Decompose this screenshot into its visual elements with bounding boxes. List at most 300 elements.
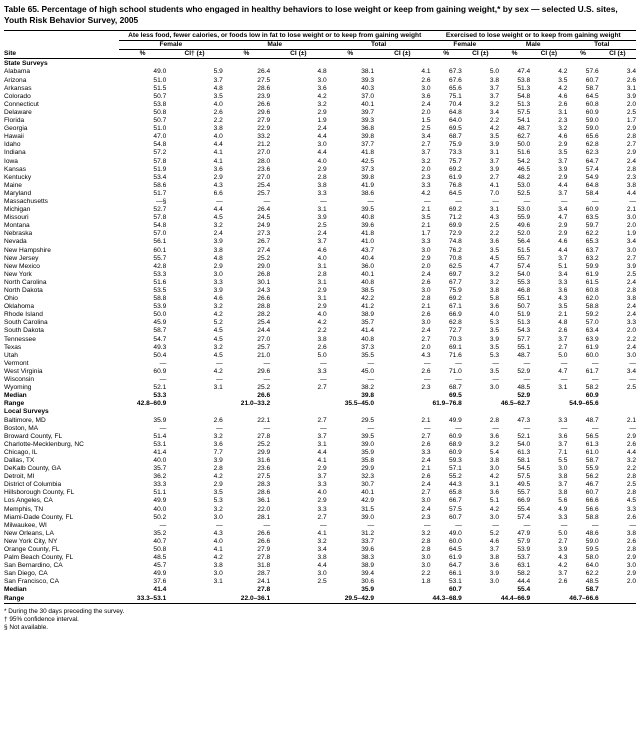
ci-header-4: CI (±) <box>472 50 489 58</box>
row-value-8: 54.1 <box>517 117 531 125</box>
row-site-label: Alabama <box>4 68 31 76</box>
row-value-0: 42.8–60.9 <box>136 400 167 408</box>
row-value-0: 33.3 <box>153 481 167 489</box>
row-value-10: 59.9 <box>585 262 599 270</box>
row-value-1: 2.4 <box>213 230 223 238</box>
row-value-1 <box>166 586 223 594</box>
row-value-9: 3.7 <box>558 157 568 165</box>
row-value-3: 3.2 <box>317 100 327 108</box>
row-value-2: 26.4 <box>257 68 271 76</box>
pct-header-5: % <box>511 50 518 58</box>
row-value-3: 4.2 <box>317 319 327 327</box>
row-value-2: 27.5 <box>257 76 271 84</box>
table-row <box>4 182 636 190</box>
row-value-9: 2.1 <box>558 311 568 319</box>
row-site-label: Montana <box>4 222 30 230</box>
row-value-2: 28.0 <box>257 157 271 165</box>
row-value-7: 5.3 <box>489 351 499 359</box>
row-site-label: Colorado <box>4 92 31 100</box>
row-value-9: 2.9 <box>558 173 568 181</box>
row-value-2: 26.8 <box>257 270 271 278</box>
row-value-6: 71.0 <box>448 367 462 375</box>
row-value-5: 2.6 <box>421 440 431 448</box>
row-value-5: 2.0 <box>421 343 431 351</box>
row-value-8: 55.3 <box>517 278 531 286</box>
row-value-9: 3.2 <box>558 125 568 133</box>
row-value-7: 5.2 <box>489 529 499 537</box>
row-value-2: 25.2 <box>257 254 271 262</box>
row-value-0: 41.4 <box>153 586 167 594</box>
row-value-3: 3.9 <box>317 214 327 222</box>
row-value-4: 36.0 <box>361 262 375 270</box>
row-value-4: 39.5 <box>361 206 375 214</box>
row-value-10: 59.0 <box>585 125 599 133</box>
row-value-9: 4.6 <box>558 133 568 141</box>
row-value-11: 2.1 <box>626 416 636 424</box>
row-value-10: 60.9 <box>585 108 599 116</box>
row-value-4: 40.3 <box>361 84 375 92</box>
table-row <box>4 481 636 489</box>
row-value-9: 4.4 <box>558 181 568 189</box>
row-value-7: — <box>492 521 499 529</box>
row-value-3: 2.9 <box>317 165 327 173</box>
row-value-3: 2.5 <box>317 578 327 586</box>
row-value-6: 74.8 <box>448 238 462 246</box>
row-value-11: 3.9 <box>626 92 636 100</box>
row-value-7: 4.5 <box>489 254 499 262</box>
median-row <box>4 586 636 594</box>
row-value-2: 25.7 <box>257 343 271 351</box>
row-value-5: 3.0 <box>421 246 431 254</box>
row-value-0: — <box>159 424 167 432</box>
row-value-7: 3.2 <box>489 270 499 278</box>
row-value-5: 2.8 <box>421 546 431 554</box>
row-value-0: 52.1 <box>153 384 167 392</box>
row-value-3: 3.8 <box>317 554 327 562</box>
row-value-4: 35.9 <box>361 586 375 594</box>
subgroup-male-2: Male <box>499 41 567 50</box>
row-value-10: 59.5 <box>585 546 599 554</box>
row-value-7: 3.5 <box>489 133 499 141</box>
row-value-6: 76.2 <box>448 246 462 254</box>
row-value-7: — <box>492 424 499 432</box>
row-value-8: 48.7 <box>517 125 531 133</box>
table-row <box>4 506 636 514</box>
row-value-5: 3.2 <box>421 157 431 165</box>
row-value-1: 3.9 <box>213 456 223 464</box>
row-value-10: 61.5 <box>585 278 599 286</box>
row-value-3: 2.2 <box>317 327 327 335</box>
row-site-label: Vermont <box>4 359 29 367</box>
row-value-0: 54.8 <box>153 141 167 149</box>
row-value-2: 28.8 <box>257 303 271 311</box>
row-value-4: 40.1 <box>361 270 375 278</box>
row-value-2: 28.7 <box>257 570 271 578</box>
row-value-9: 3.9 <box>558 546 568 554</box>
table-row <box>4 287 636 295</box>
row-value-0: 50.0 <box>153 311 167 319</box>
row-value-0: 57.0 <box>153 230 167 238</box>
row-value-3: 4.2 <box>317 92 327 100</box>
row-value-9: 2.6 <box>558 100 568 108</box>
table-row <box>4 222 636 230</box>
group-header-2: Exercised to lose weight or to keep from gaining weight <box>431 32 636 41</box>
row-value-10: 60.7 <box>585 489 599 497</box>
row-value-7: 3.6 <box>489 238 499 246</box>
row-value-6: 64.5 <box>448 546 462 554</box>
row-value-1: 2.6 <box>213 108 223 116</box>
row-value-4: 30.6 <box>361 578 375 586</box>
row-value-11 <box>599 392 636 400</box>
row-value-10: — <box>592 197 599 205</box>
row-value-4: 39.3 <box>361 76 375 84</box>
row-value-2: — <box>263 359 271 367</box>
row-value-7: 3.6 <box>489 432 499 440</box>
row-value-5 <box>374 595 431 604</box>
row-value-3: 3.2 <box>317 537 327 545</box>
row-value-4: 39.4 <box>361 570 375 578</box>
row-value-5: — <box>423 359 431 367</box>
row-value-6: 55.2 <box>448 473 462 481</box>
row-value-5: 4.1 <box>421 68 431 76</box>
row-value-9: 3.3 <box>558 513 568 521</box>
row-value-7: 5.3 <box>489 319 499 327</box>
row-value-4: 33.7 <box>361 537 375 545</box>
row-value-10: 58.7 <box>585 456 599 464</box>
row-site-label: Hawaii <box>4 133 24 141</box>
row-value-5: 2.4 <box>421 481 431 489</box>
row-value-11: 4.5 <box>626 497 636 505</box>
row-value-2: 22.9 <box>257 125 271 133</box>
row-site-label: Arkansas <box>4 84 32 92</box>
pct-header-2: % <box>243 50 250 58</box>
row-value-1: — <box>216 197 223 205</box>
row-value-6: 75.9 <box>448 287 462 295</box>
row-value-9: 3.4 <box>558 270 568 278</box>
row-value-6: 44.3–68.9 <box>432 594 462 602</box>
row-value-9: 4.2 <box>558 84 568 92</box>
row-value-4: 40.4 <box>361 254 375 262</box>
table-row <box>4 344 636 352</box>
row-value-11: 2.0 <box>626 578 636 586</box>
row-value-8: 55.1 <box>517 343 531 351</box>
row-value-1: 3.5 <box>213 489 223 497</box>
table-row <box>4 327 636 335</box>
row-value-6: 69.5 <box>448 392 462 400</box>
row-site-label: Kentucky <box>4 173 32 181</box>
row-value-6: 53.1 <box>448 578 462 586</box>
row-value-1: 3.0 <box>213 513 223 521</box>
row-value-2: 29.6 <box>257 108 271 116</box>
table-row <box>4 311 636 319</box>
table-row <box>4 514 636 522</box>
row-value-0: 35.2 <box>153 529 167 537</box>
row-value-2: 27.8 <box>257 586 271 594</box>
row-value-5: 3.5 <box>421 214 431 222</box>
row-value-3: 3.3 <box>317 189 327 197</box>
row-value-7: 3.5 <box>489 367 499 375</box>
row-value-2: 27.0 <box>257 149 271 157</box>
row-value-7: 4.0 <box>489 311 499 319</box>
row-value-8: 54.3 <box>517 327 531 335</box>
row-value-6: 73.3 <box>448 149 462 157</box>
row-value-10: 60.9 <box>585 206 599 214</box>
range-label: Range <box>4 400 25 408</box>
row-value-0: 40.0 <box>153 456 167 464</box>
row-value-3: 3.3 <box>317 367 327 375</box>
row-value-4: 35.5 <box>361 351 375 359</box>
row-value-6: 66.9 <box>448 311 462 319</box>
row-value-0: 53.3 <box>153 270 167 278</box>
row-value-10: 64.0 <box>585 562 599 570</box>
row-value-0: 58.6 <box>153 181 167 189</box>
row-value-11: 2.9 <box>626 149 636 157</box>
row-value-6: — <box>455 197 462 205</box>
row-value-4: 40.1 <box>361 100 375 108</box>
row-value-11: 2.7 <box>626 254 636 262</box>
row-value-2: — <box>263 197 271 205</box>
median-row <box>4 392 636 400</box>
row-value-10: 59.7 <box>585 222 599 230</box>
row-value-10: 63.2 <box>585 254 599 262</box>
row-value-11: 3.0 <box>626 246 636 254</box>
table-row <box>4 384 636 392</box>
row-value-3: 3.1 <box>317 440 327 448</box>
row-value-11: 3.3 <box>626 319 636 327</box>
row-value-3: 2.9 <box>317 287 327 295</box>
row-value-2: 21.0–33.2 <box>240 400 271 408</box>
row-value-2: 29.6 <box>257 367 271 375</box>
row-value-3: 3.7 <box>317 432 327 440</box>
row-value-3: 2.4 <box>317 230 327 238</box>
row-value-9 <box>530 392 567 400</box>
row-value-10: 60.9 <box>585 392 599 400</box>
row-value-7: 3.5 <box>489 327 499 335</box>
row-value-8: 56.4 <box>517 238 531 246</box>
row-value-7: 2.2 <box>489 117 499 125</box>
row-value-2: 28.3 <box>257 481 271 489</box>
row-value-3: — <box>320 359 327 367</box>
row-value-11: — <box>629 521 636 529</box>
table-row <box>4 77 636 85</box>
row-value-10: 54.9 <box>585 173 599 181</box>
row-value-9: 3.5 <box>558 149 568 157</box>
row-value-4: 39.5 <box>361 432 375 440</box>
row-value-0: 36.2 <box>153 473 167 481</box>
row-value-2: 24.9 <box>257 222 271 230</box>
section-header-filler <box>119 408 636 416</box>
row-value-0: 58.8 <box>153 295 167 303</box>
row-value-4: 37.3 <box>361 343 375 351</box>
row-value-2: 25.2 <box>257 384 271 392</box>
row-site-label: Utah <box>4 351 18 359</box>
row-value-9: 3.3 <box>558 416 568 424</box>
row-value-4: 38.2 <box>361 384 375 392</box>
row-value-7: 3.2 <box>489 100 499 108</box>
table-row <box>4 206 636 214</box>
row-value-6: 60.9 <box>448 448 462 456</box>
row-value-10: 64.5 <box>585 92 599 100</box>
row-value-11: 3.0 <box>626 562 636 570</box>
row-value-0: 51.0 <box>153 125 167 133</box>
row-value-6: 60.9 <box>448 432 462 440</box>
table-row <box>4 352 636 360</box>
row-value-5: 3.3 <box>421 181 431 189</box>
row-value-10: 56.6 <box>585 505 599 513</box>
pct-header-4: % <box>443 50 450 58</box>
row-value-8: 49.5 <box>517 481 531 489</box>
row-value-11: 3.8 <box>626 181 636 189</box>
row-value-1: 3.8 <box>213 562 223 570</box>
row-value-8: 51.5 <box>517 246 531 254</box>
row-value-10: 58.8 <box>585 513 599 521</box>
row-value-5: 2.1 <box>421 416 431 424</box>
row-value-4: — <box>367 424 375 432</box>
row-value-8: 47.3 <box>517 416 531 424</box>
row-value-3: 3.6 <box>317 84 327 92</box>
row-value-6: 70.4 <box>448 100 462 108</box>
row-site-label: South Carolina <box>4 319 48 327</box>
row-value-10: 57.4 <box>585 165 599 173</box>
table-row <box>4 538 636 546</box>
row-value-9: 4.3 <box>558 554 568 562</box>
row-site-label: Delaware <box>4 108 32 116</box>
row-value-8: 48.2 <box>517 173 531 181</box>
table-row <box>4 109 636 117</box>
row-value-1: 3.7 <box>213 76 223 84</box>
row-value-6: 61.9 <box>448 173 462 181</box>
row-value-5: 3.2 <box>421 529 431 537</box>
row-value-6: 68.9 <box>448 440 462 448</box>
row-value-11: 2.5 <box>626 384 636 392</box>
row-value-9: 3.6 <box>558 287 568 295</box>
row-value-5: 2.4 <box>421 327 431 335</box>
row-value-8: 58.1 <box>517 456 531 464</box>
row-value-8: 52.1 <box>517 432 531 440</box>
subgroup-header-row <box>4 41 636 50</box>
row-value-7: 3.2 <box>489 440 499 448</box>
row-site-label: Maine <box>4 181 22 189</box>
row-value-10: 58.2 <box>585 384 599 392</box>
row-value-3: 2.7 <box>317 416 327 424</box>
row-value-0: 33.3–53.1 <box>136 594 167 602</box>
row-value-9: 2.7 <box>558 537 568 545</box>
row-value-4: 39.0 <box>361 440 375 448</box>
row-value-1: 4.0 <box>213 133 223 141</box>
row-value-5: 2.6 <box>421 473 431 481</box>
row-value-9: — <box>560 197 568 205</box>
row-value-3: 4.0 <box>317 311 327 319</box>
row-site-label: Texas <box>4 343 22 351</box>
row-value-8: 57.4 <box>517 513 531 521</box>
row-value-1: 3.3 <box>213 278 223 286</box>
row-value-4: 41.0 <box>361 238 375 246</box>
row-value-9: 2.9 <box>558 141 568 149</box>
row-site-label: Broward County, FL <box>4 432 63 440</box>
row-value-10: 58.7 <box>585 586 599 594</box>
row-value-7: 2.5 <box>489 222 499 230</box>
row-value-5: — <box>423 376 431 384</box>
row-value-4: — <box>367 376 375 384</box>
range-row <box>4 400 636 408</box>
row-value-4: 39.3 <box>361 117 375 125</box>
row-value-3: 3.3 <box>317 505 327 513</box>
row-value-5: 3.0 <box>421 554 431 562</box>
row-value-11: 2.2 <box>626 335 636 343</box>
row-value-2: 26.6 <box>257 392 271 400</box>
row-value-0: 48.5 <box>153 554 167 562</box>
row-value-8: 55.1 <box>517 295 531 303</box>
row-value-3: 2.8 <box>317 173 327 181</box>
row-value-4: 30.7 <box>361 481 375 489</box>
row-value-0: 50.8 <box>153 108 167 116</box>
row-value-11: 2.4 <box>626 303 636 311</box>
row-value-5: 3.0 <box>421 319 431 327</box>
row-site-label: Missouri <box>4 214 29 222</box>
row-value-5: 2.4 <box>421 505 431 513</box>
row-site-label: New Hampshire <box>4 246 51 254</box>
row-value-11: 2.2 <box>626 465 636 473</box>
table-row <box>4 125 636 133</box>
row-value-11: 4.4 <box>626 189 636 197</box>
row-value-2: 23.6 <box>257 165 271 173</box>
row-value-9: 3.7 <box>558 570 568 578</box>
row-value-4: 41.4 <box>361 327 375 335</box>
row-value-1: — <box>216 359 223 367</box>
row-value-9: 3.6 <box>558 432 568 440</box>
median-label: Median <box>4 586 27 594</box>
row-value-4: 32.3 <box>361 473 375 481</box>
row-value-9: 2.9 <box>558 230 568 238</box>
row-value-2: 23.6 <box>257 465 271 473</box>
row-value-5: 3.0 <box>421 84 431 92</box>
row-value-0: — <box>159 521 167 529</box>
row-value-8: 61.3 <box>517 448 531 456</box>
row-value-6: 69.2 <box>448 165 462 173</box>
row-value-10: 64.7 <box>585 157 599 165</box>
row-site-label: New Jersey <box>4 254 39 262</box>
row-value-3 <box>270 595 327 604</box>
row-value-3: 4.8 <box>317 68 327 76</box>
row-value-11: 2.9 <box>626 570 636 578</box>
row-site-label: Massachusetts <box>4 197 48 205</box>
row-value-5: 2.3 <box>421 384 431 392</box>
row-value-6: 61.9–76.8 <box>432 400 462 408</box>
row-value-2: 22.1 <box>257 416 271 424</box>
row-value-4: 37.0 <box>361 92 375 100</box>
row-value-9: 3.7 <box>558 440 568 448</box>
row-value-6: 72.9 <box>448 230 462 238</box>
row-value-0: 60.1 <box>153 246 167 254</box>
row-value-4: 37.3 <box>361 165 375 173</box>
footnotes <box>4 608 636 633</box>
row-value-11: 3.4 <box>626 367 636 375</box>
row-value-7: 2.2 <box>489 230 499 238</box>
row-value-6: 61.9 <box>448 554 462 562</box>
row-value-3: — <box>320 424 327 432</box>
row-value-0: 53.4 <box>153 173 167 181</box>
row-value-2: 25.7 <box>257 189 271 197</box>
row-value-5: 2.7 <box>421 432 431 440</box>
row-site-label: New Orleans, LA <box>4 529 54 537</box>
row-value-7: 3.1 <box>489 149 499 157</box>
row-value-9: 3.4 <box>558 206 568 214</box>
row-value-4: 38.9 <box>361 562 375 570</box>
row-value-2: — <box>263 376 271 384</box>
row-value-6: 60.7 <box>448 513 462 521</box>
subgroup-male-1: Male <box>223 41 327 50</box>
row-value-9: 2.6 <box>558 578 568 586</box>
